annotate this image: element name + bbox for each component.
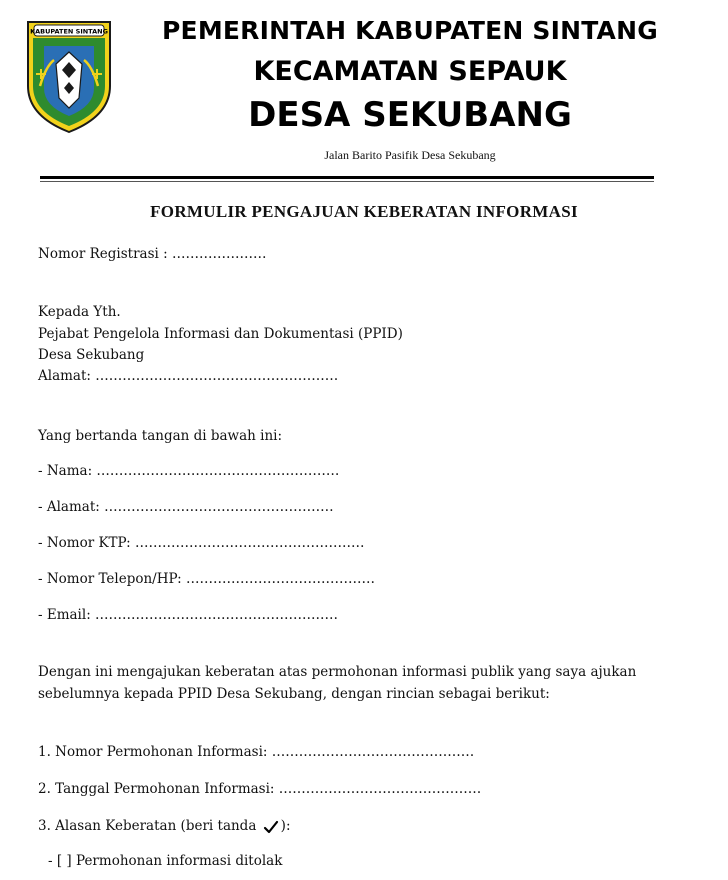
kabupaten-sintang-emblem	[24, 16, 114, 136]
reason-item	[38, 818, 291, 834]
header-address: Jalan Barito Pasifik Desa Sekubang	[324, 148, 496, 162]
request-date-item: 2. Tanggal Permohonan Informasi: ………………………………………	[38, 781, 482, 797]
statement-line-1: Dengan ini mengajukan keberatan atas permohonan informasi publik yang saya ajukan	[38, 664, 637, 680]
field-email: - Email: ………………………………………………	[38, 607, 339, 623]
request-number-item: 1. Nomor Permohonan Informasi: ………………………………………	[38, 744, 475, 760]
reason-label: 3. Alasan Keberatan (beri tanda	[38, 818, 261, 834]
registration-number: Nomor Registrasi : …………………	[38, 246, 267, 262]
reason-option-rejected: - [ ] Permohonan informasi ditolak	[48, 853, 283, 869]
field-phone: - Nomor Telepon/HP: ……………………………………	[38, 571, 375, 587]
emblem-label: KABUPATEN SINTANG	[30, 27, 108, 36]
header-divider-thin	[40, 181, 654, 182]
field-ktp: - Nomor KTP: ……………………………………………	[38, 535, 365, 551]
form-title: FORMULIR PENGAJUAN KEBERATAN INFORMASI	[150, 202, 578, 221]
header-government: PEMERINTAH KABUPATEN SINTANG	[162, 16, 658, 45]
checkmark-icon	[263, 820, 279, 834]
recipient-village: Desa Sekubang	[38, 347, 145, 363]
field-address: - Alamat: ……………………………………………	[38, 499, 334, 515]
reason-suffix: ):	[280, 818, 291, 834]
header-district: KECAMATAN SEPAUK	[253, 56, 567, 87]
header-village: DESA SEKUBANG	[248, 95, 572, 135]
field-name: - Nama: ………………………………………………	[38, 463, 340, 479]
applicant-intro: Yang bertanda tangan di bawah ini:	[38, 428, 283, 444]
statement-line-2: sebelumnya kepada PPID Desa Sekubang, dengan rincian sebagai berikut:	[38, 686, 550, 702]
recipient-to: Kepada Yth.	[38, 304, 121, 320]
recipient-address: Alamat: ………………………………………………	[38, 368, 339, 384]
header-divider	[40, 176, 654, 179]
recipient-office: Pejabat Pengelola Informasi dan Dokumentasi (PPID)	[38, 326, 403, 342]
